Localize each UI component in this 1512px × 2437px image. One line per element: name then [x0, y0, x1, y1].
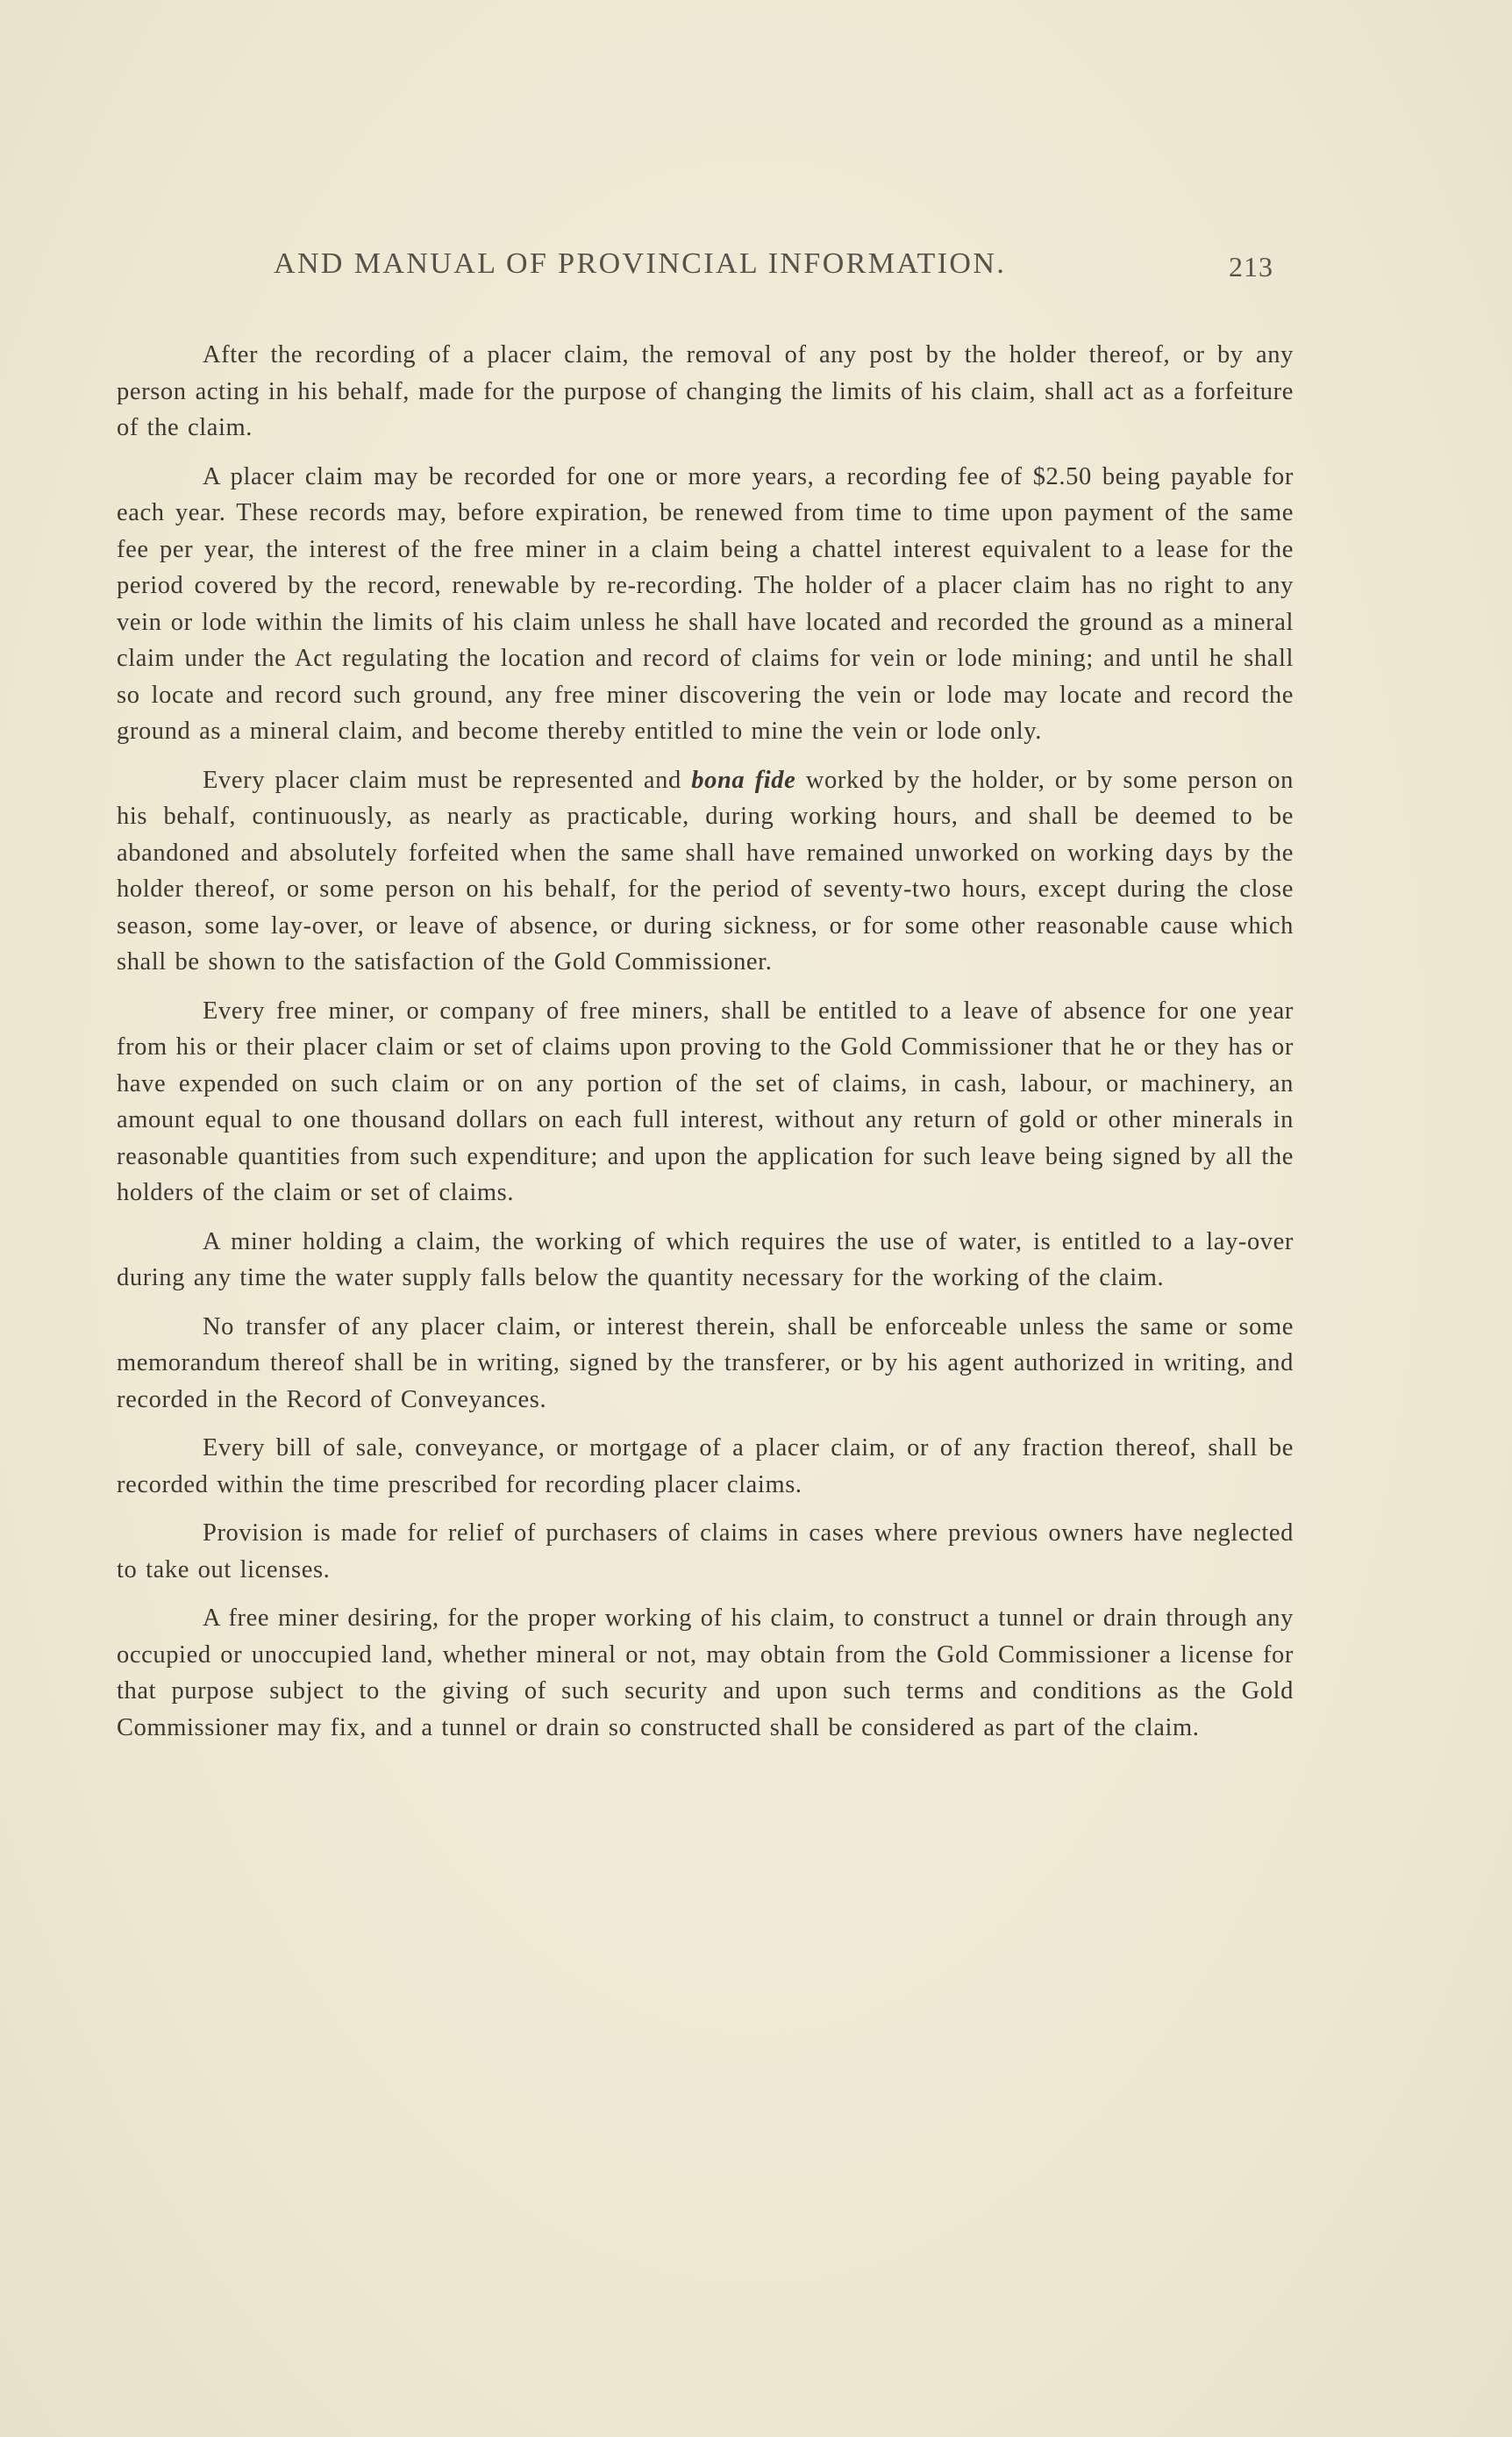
paragraph-post-removal: After the recording of a placer claim, the removal of any post by the holder thereof, or by any person acting in his behalf, made for the purpose of changing the limits of his claim, shall act as a forfeiture of the claim.: [117, 341, 1294, 441]
paragraph-relief-purchasers: Provision is made for relief of purchasers of claims in cases where previous owners have neglected to take out licenses.: [117, 1519, 1294, 1583]
page-header: [274, 247, 1273, 288]
body-text: [117, 337, 1294, 1758]
paragraph-lay-over: A miner holding a claim, the working of which requires the use of water, is entitled to a lay-over during any time the water supply falls below the quantity necessary for the working of the claim.: [117, 1227, 1294, 1291]
paragraph-transfer: No transfer of any placer claim, or interest therein, shall be enforceable unless the same or some memorandum thereof shall be in writing, signed by the transferer, or by his agent authorized in writing, and recorded in the Record of Conveyances.: [117, 1312, 1294, 1413]
paragraph-text-after: worked by the holder, or by some person on his behalf, continuously, as nearly as practicable, during working hours, and shall be deemed to be abandoned and absolutely forfeited when the same shall have remained unworked on working days by the holder thereof, or some person on his behalf, for the period of seventy-two hours, except during the close season, some lay-over, or leave of absence, or during sickness, or for some other reasonable cause which shall be shown to the satisfaction of the Gold Commissioner.: [117, 766, 1294, 976]
paragraph-leave-of-absence: Every free miner, or company of free miners, shall be entitled to a leave of absence for one year from his or their placer claim or set of claims upon proving to the Gold Commissioner that he or they has or have expended on such claim or on any portion of the set of claims, in cash, labour, or machinery, an amount equal to one thousand dollars on each full interest, without any return of gold or other minerals in reasonable quantities from such expenditure; and upon the application for such leave being signed by all the holders of the claim or set of claims.: [117, 997, 1294, 1206]
paragraph-text-before: Every placer claim must be represented and: [203, 766, 692, 794]
paragraph-recording-fee: A placer claim may be recorded for one or more years, a recording fee of $2.50 being payable for each year. These records may, before expiration, be renewed from time to time upon payment of the same fee per year, the interest of the free miner in a claim being a chattel interest equivalent to a lease for the period covered by the record, renewable by re-recording. The holder of a placer claim has no right to any vein or lode within the limits of his claim unless he shall have located and recorded the ground as a mineral claim under the Act regulating the location and record of claims for vein or lode mining; and until he shall so locate and record such ground, any free miner discovering the vein or lode may locate and record the ground as a mineral claim, and become thereby entitled to mine the vein or lode only.: [117, 462, 1294, 745]
paragraph-bona-fide-work: [117, 762, 1294, 981]
running-title: AND MANUAL OF PROVINCIAL INFORMATION.: [274, 247, 1007, 280]
italic-phrase: bona fide: [691, 766, 796, 794]
paragraph-tunnel-drain: A free miner desiring, for the proper working of his claim, to construct a tunnel or drain through any occupied or unoccupied land, whether mineral or not, may obtain from the Gold Commissioner a license for that purpose subject to the giving of such security and upon such terms and conditions as the Gold Commissioner may fix, and a tunnel or drain so constructed shall be considered as part of the claim.: [117, 1604, 1294, 1741]
paragraph-bill-of-sale: Every bill of sale, conveyance, or mortgage of a placer claim, or of any fraction thereof, shall be recorded within the time prescribed for recording placer claims.: [117, 1434, 1294, 1498]
page-number: 213: [1229, 251, 1273, 282]
